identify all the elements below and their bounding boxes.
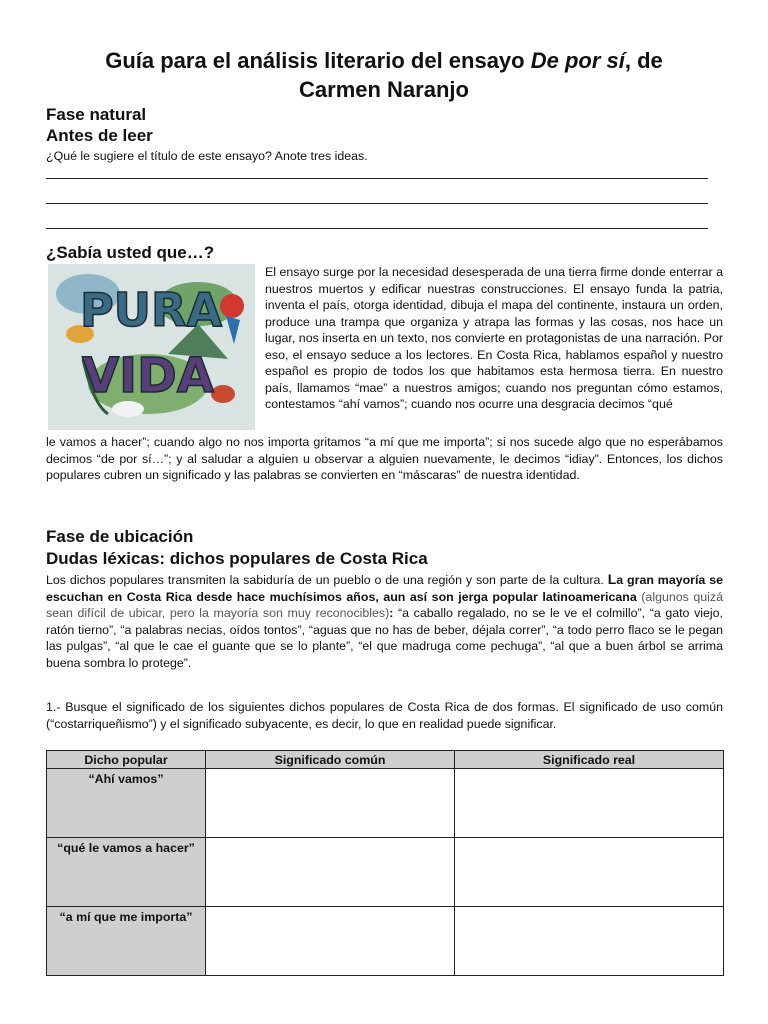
pura-text: PURA [79, 283, 223, 337]
significado-real-cell[interactable] [455, 907, 724, 976]
sabia-paragraph-full: le vamos a hacer”; cuando algo no nos importa gritamos “a mí que me importa”; si nos sucede algo que no esperábamos decimos “de por sí…”; y al saludar a alguien u observar a alguien nuevamente, le decimos “idiay”. Entonces, los dichos populares cubren un significado y las palabras se convierten en “máscaras” de nuestra identidad. [46, 435, 723, 482]
page-title: Guía para el análisis literario del ensayo De por sí, de Carmen Naranjo [105, 48, 663, 102]
vida-text: VIDA [82, 348, 214, 404]
heading-fase-ubicacion: Fase de ubicación [46, 527, 194, 546]
column-header: Dicho popular [47, 751, 206, 769]
significado-real-cell[interactable] [455, 769, 724, 838]
pura-vida-illustration [48, 264, 255, 430]
significado-comun-cell[interactable] [206, 907, 455, 976]
table-row [47, 838, 724, 907]
question-1: 1.- Busque el significado de los siguientes dichos populares de Costa Rica de dos formas. El significado de uso común (“costarriqueñismo”) y el significado subyacente, es decir, lo que en realidad puede significar. [46, 700, 723, 731]
heading-dudas-lexicas: Dudas léxicas: dichos populares de Costa Rica [46, 549, 428, 568]
column-header: Significado real [455, 751, 724, 769]
significado-comun-cell[interactable] [206, 769, 455, 838]
dicho-cell: “a mí que me importa” [47, 907, 206, 976]
significado-real-cell[interactable] [455, 838, 724, 907]
dicho-cell: “qué le vamos a hacer” [47, 838, 206, 907]
table-row [47, 769, 724, 838]
heading-fase-natural: Fase natural [46, 105, 147, 124]
question-title-ideas: ¿Qué le sugiere el título de este ensayo? Anote tres ideas. [46, 149, 368, 163]
column-header: Significado común [206, 751, 455, 769]
pura-vida-image [48, 264, 255, 430]
heading-antes-de-leer: Antes de leer [46, 126, 153, 145]
table-row [47, 907, 724, 976]
sabia-paragraph-wrapped: El ensayo surge por la necesidad desesperada de una tierra firme donde enterrar a nuestros muertos y edificar nuestras construcciones. El ensayo funda la patria, inventa el país, otorga identidad, dibuja el mapa del continente, instaura un orden, produce una trampa que organiza y atrapa las formas y las cosas, nos hace un lugar, nos inserta en un texto, nos convierte en protagonistas de una narración. Por eso, el ensayo seduce a los lectores. En Costa Rica, hablamos español y nuestro español es propio de todos los que habitamos esta hermosa tierra. En nuestro país, llamamos “mae” a nuestros amigos; cuando nos preguntan cómo estamos, contestamos “ahí vamos”; cuando nos ocurre una desgracia decimos “qué [265, 265, 723, 411]
answer-line[interactable] [46, 178, 708, 179]
dichos-paragraph: Los dichos populares transmiten la sabiduría de un pueblo o de una región y son parte de la cultura. La gran mayoría se escuchan en Costa Rica desde hace muchísimos años, aun así son jerga popular latinoamericana (algunos quizá sean difícil de ubicar, pero la mayoría son muy reconocibles): “a caballo regalado, no se le ve el colmillo”, “a gato viejo, ratón tierno”, “a palabras necias, oídos tontos”, “aguas que no has de beber, déjala correr”, “a todo perro flaco se le pegan las pulgas”, “al que le cae el guante que se lo plante”, “el que madruga come pechuga”, “al que a buen árbol se arrima buena sombra lo protege”. [46, 571, 723, 670]
answer-line[interactable] [46, 203, 708, 204]
dicho-cell: “Ahí vamos” [47, 769, 206, 838]
significado-comun-cell[interactable] [206, 838, 455, 907]
table-header-row [47, 751, 724, 769]
dichos-table [46, 750, 724, 976]
heading-sabia-usted: ¿Sabía usted que…? [46, 243, 215, 262]
answer-line[interactable] [46, 228, 708, 229]
